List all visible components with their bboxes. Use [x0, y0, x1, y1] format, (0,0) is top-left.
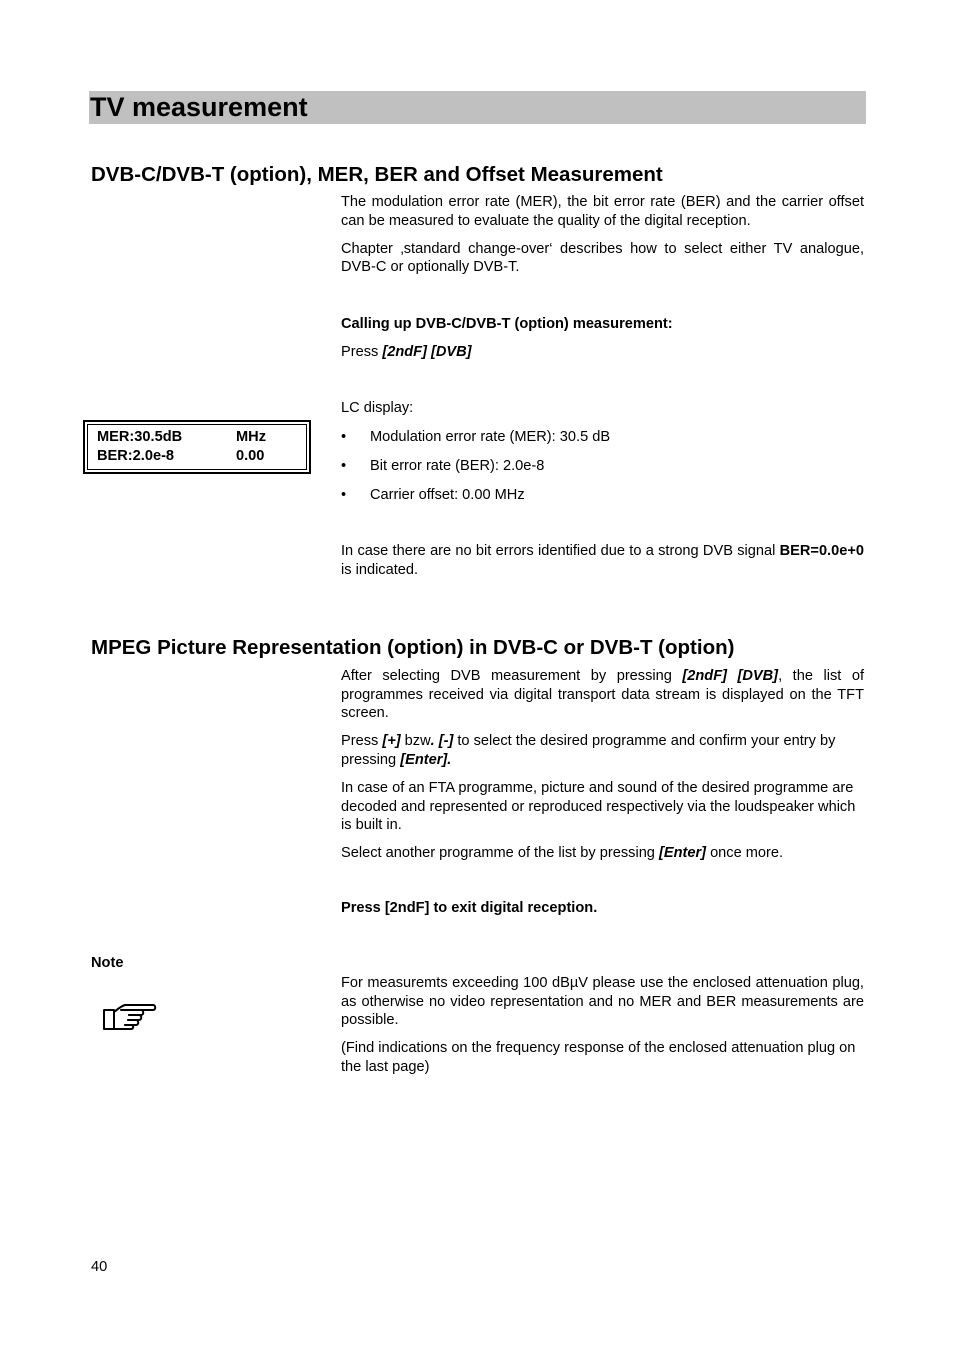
p2-press: Press	[341, 733, 383, 750]
pointing-hand-icon	[101, 1001, 159, 1033]
lcd-ber-value: BER:2.0e-8	[97, 448, 175, 464]
ber-note-suffix: is indicated.	[341, 561, 419, 578]
press-prefix: Press	[341, 344, 383, 360]
p4-prefix: Select another programme of the list by pressing	[341, 845, 659, 862]
press-instruction	[341, 343, 864, 362]
p2-minus-key: [-]	[438, 733, 454, 750]
list-item: • Bit error rate (BER): 2.0e-8	[341, 457, 864, 486]
select-another-paragraph	[341, 844, 864, 863]
note-body	[341, 974, 864, 1076]
note-label: Note	[91, 955, 124, 971]
p2-plus-key: [+]	[382, 733, 401, 750]
p4-suffix: once more.	[706, 845, 784, 862]
ber-note-value: BER=0.0e+0	[779, 543, 864, 559]
p2-mid: to select the desired programme and confirm your entry by pressing	[341, 733, 836, 768]
section1-body	[341, 193, 864, 277]
page-number: 40	[91, 1259, 108, 1275]
section-heading-dvb-measurement: DVB-C/DVB-T (option), MER, BER and Offset Measurement	[91, 163, 663, 186]
section2-body	[341, 667, 864, 863]
standard-changeover-paragraph: Chapter ‚standard change-over‘ describes how to select either TV analogue, DVB-C or optionally DVB-T.	[341, 240, 864, 276]
attenuation-plug-paragraph: For measuremts exceeding 100 dBµV please use the enclosed attenuation plug, as otherwise no video representation and no MER and BER measurements are possible.	[341, 975, 864, 1029]
p2-bzw: bzw	[400, 733, 431, 750]
p2-dot: .	[430, 733, 439, 750]
lcd-row-1	[97, 428, 266, 446]
p4-enter-key: [Enter]	[658, 845, 707, 862]
lc-display-label: LC display:	[341, 400, 414, 416]
lc-display-bullet-list	[341, 428, 864, 515]
section-heading-mpeg: MPEG Picture Representation (option) in DVB-C or DVB-T (option)	[91, 636, 735, 659]
p2-enter-key: [Enter].	[400, 751, 452, 768]
exit-digital-reception-line: Press [2ndF] to exit digital reception.	[341, 900, 598, 916]
lcd-offset-value: 0.00	[236, 448, 265, 464]
mer-ber-intro-paragraph: The modulation error rate (MER), the bit error rate (BER) and the carrier offset can be measured to evaluate the quality of the digital reception.	[341, 194, 864, 229]
fta-programme-paragraph: In case of an FTA programme, picture and sound of the desired programme are decoded and represented or reproduced respectively via the loudspeaker which is built in.	[341, 779, 856, 834]
calling-up-heading: Calling up DVB-C/DVB-T (option) measurement:	[341, 316, 673, 332]
ber-note-prefix: In case there are no bit errors identified due to a strong DVB signal	[341, 543, 780, 559]
press-keys: [2ndF] [DVB]	[382, 344, 472, 360]
ber-zero-note	[341, 542, 864, 579]
lcd-mer-value: MER:30.5dB	[97, 429, 183, 445]
lcd-row-2	[97, 447, 265, 465]
page-title: TV measurement	[90, 92, 308, 122]
page-title-bar	[89, 91, 866, 124]
mpeg-intro-paragraph	[341, 667, 864, 723]
lcd-display-box	[83, 420, 311, 474]
p1-keys: [2ndF] [DVB]	[682, 668, 779, 684]
frequency-response-paragraph: (Find indications on the frequency response of the enclosed attenuation plug on the last page)	[341, 1040, 856, 1075]
p1-prefix: After selecting DVB measurement by pressing	[341, 668, 683, 684]
lcd-unit-mhz: MHz	[236, 429, 266, 445]
list-item: • Modulation error rate (MER): 30.5 dB	[341, 428, 864, 457]
p1-suffix: , the list of programmes received via digital transport data stream is displayed on the TFT screen.	[341, 668, 865, 722]
select-programme-paragraph	[341, 732, 864, 769]
list-item: • Carrier offset: 0.00 MHz	[341, 486, 864, 515]
